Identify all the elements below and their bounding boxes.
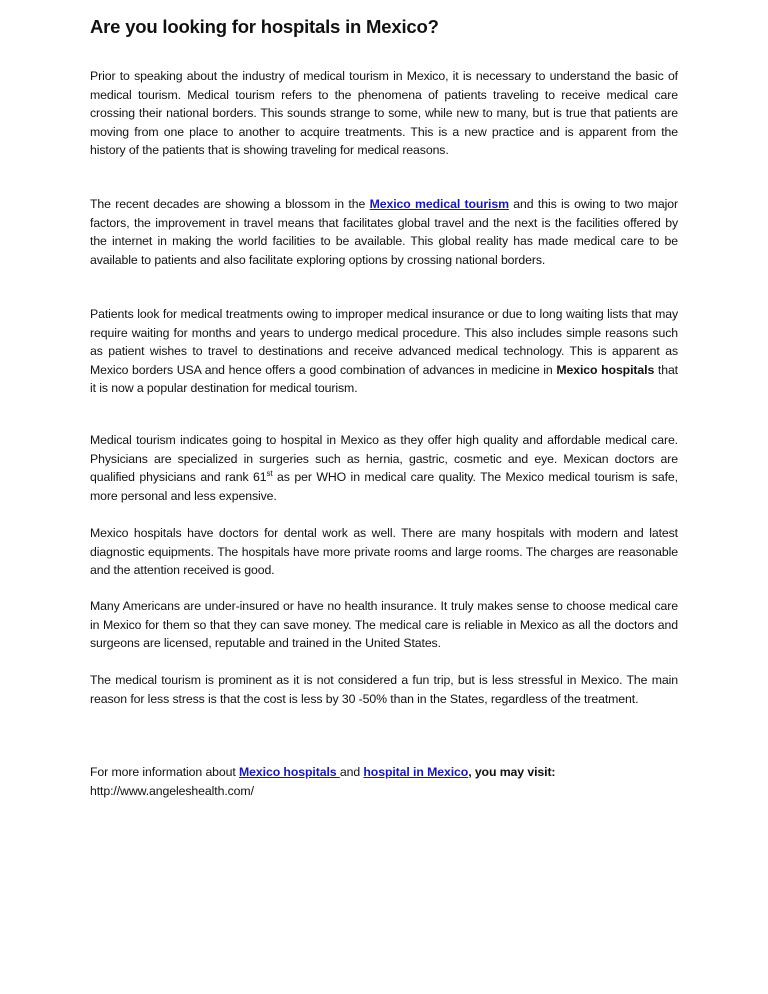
link-mexico-medical-tourism[interactable]: Mexico medical tourism [369,197,509,211]
url-text: http://www.angeleshealth.com/ [90,783,254,798]
bold-mexico-hospitals: Mexico hospitals [556,362,655,377]
paragraph-patients [90,305,678,398]
text: that it is now a popular destination for medical tourism. [90,362,678,396]
text: and [339,765,364,779]
link-hospital-in-mexico[interactable]: hospital in Mexico [363,765,469,779]
text: Medical tourism indicates going to hospital in Mexico as they offer high quality and affordable medical care. Physicians are specialized in surgeries such as hernia, gastric, cosmetic and eye. Mexican doctors are qualified physicians and rank 61 [90,433,678,485]
paragraph-intro: Prior to speaking about the industry of medical tourism in Mexico, it is necessary to understand the basic of medical tourism. Medical tourism refers to the phenomena of patients traveling to receive medical care crossing their national borders. This sounds strange to some, while new to many, but is true that patients are moving from one place to another to acquire treatments. This is a new practice and is apparent from the history of the patients that is showing traveling for medical reasons. [90,69,678,158]
page-title: Are you looking for hospitals in Mexico? [90,16,439,37]
text: For more information about [90,765,240,779]
text: as per WHO in medical care quality. The Mexico medical tourism is safe, more personal and less expensive. [90,470,678,503]
paragraph-medical-tourism [90,431,678,505]
superscript: st [266,469,273,479]
paragraph-stress: The medical tourism is prominent as it is not considered a fun trip, but is less stressful in Mexico. The main reason for less stress is that the cost is less by 30 -50% than in the States, regardless of the treatment. [90,673,678,706]
paragraph-recent-decades [90,195,678,269]
paragraph-americans: Many Americans are under-insured or have no health insurance. It truly makes sense to choose medical care in Mexico for them so that they can save money. The medical care is reliable in Mexico as all the doctors and surgeons are licensed, reputable and trained in the United States. [90,599,678,651]
text: , you may visit: [468,765,556,779]
text: and this is owing to two major factors, the improvement in travel means that facilitates global travel and the next is the facilities offered by the internet in making the world facilities to be available. This global reality has made medical care to be available to patients and also facilitate exploring options by crossing national borders. [90,197,678,267]
text: Patients look for medical treatments owing to improper medical insurance or due to long waiting lists that may require waiting for months and years to undergo medical procedure. This also includes simple reasons such as patient wishes to travel to destinations and receive advanced medical technology. This is apparent as Mexico borders USA and hence offers a good combination of advances in medicine in [90,307,678,377]
paragraph-dental: Mexico hospitals have doctors for dental work as well. There are many hospitals with modern and latest diagnostic equipments. The hospitals have more private rooms and large rooms. The charges are reasonable and the attention received is good. [90,526,678,578]
link-mexico-hospitals[interactable]: Mexico hospitals [239,765,340,779]
paragraph-more-info [90,763,678,800]
text: The recent decades are showing a blossom in the [90,197,370,211]
